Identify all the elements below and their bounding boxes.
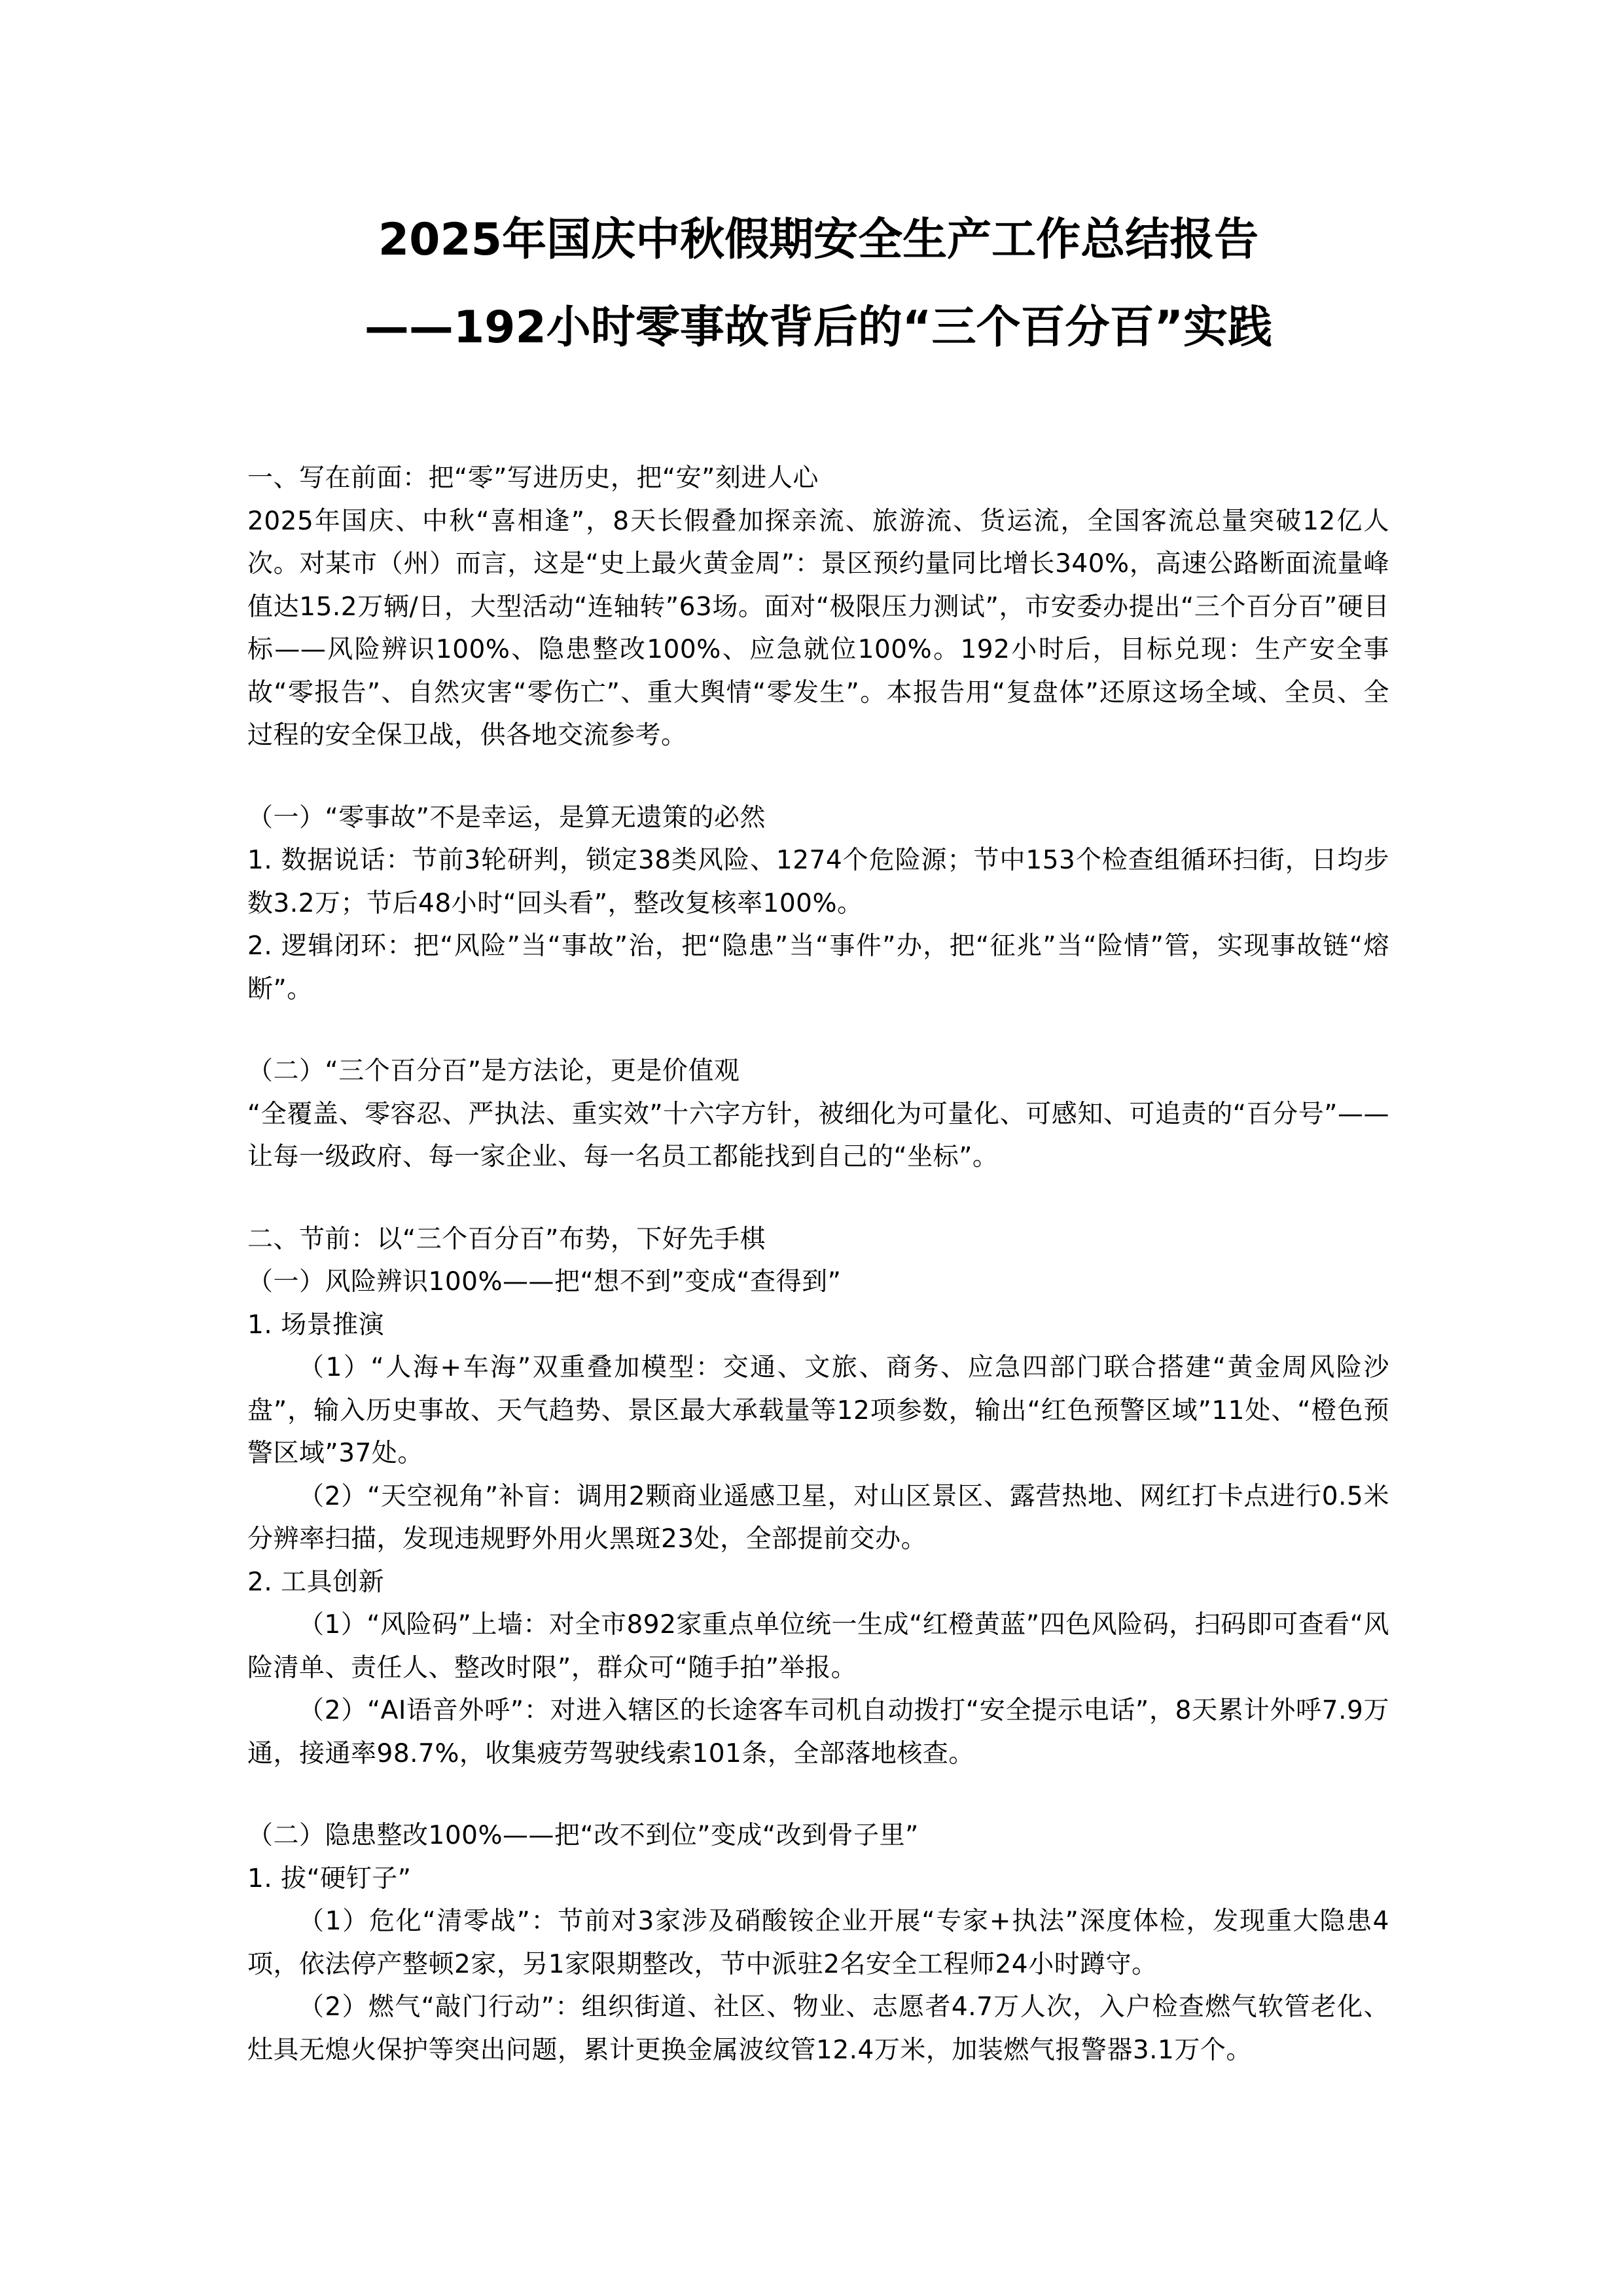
section-2-sub-1-heading: （一）风险辨识100%——把“想不到”变成“查得到” — [247, 1267, 842, 1297]
section-1-sub-2-paragraph: “全覆盖、零容忍、严执法、重实效”十六字方针，被细化为可量化、可感知、可追责的“百分号”——让每一级政府、每一家企业、每一名员工都能找到自己的“坐标”。 — [247, 1099, 1389, 1172]
section-2-sub-1-item-1-point-1: （1）“人海+车海”双重叠加模型：交通、文旅、商务、应急四部门联合搭建“黄金周风险沙盘”，输入历史事故、天气趋势、景区最大承载量等12项参数，输出“红色预警区域”11处、“橙色预警区域”37处。 — [247, 1353, 1389, 1468]
section-2-sub-1-item-2-point-2: （2）“AI语音外呼”：对进入辖区的长途客车司机自动拨打“安全提示电话”，8天累计外呼7.9万通，接通率98.7%，收集疲劳驾驶线索101条，全部落地核查。 — [247, 1696, 1389, 1768]
document-page — [247, 0, 1389, 2072]
section-1-sub-1-heading: （一）“零事故”不是幸运，是算无遗策的必然 — [247, 802, 766, 833]
section-2-sub-2-item-1: 1. 拔“硬钉子” — [247, 1863, 412, 1893]
section-2-sub-2-item-1-point-2: （2）燃气“敲门行动”：组织街道、社区、物业、志愿者4.7万人次，入户检查燃气软管老化、灶具无熄火保护等突出问题，累计更换金属波纹管12.4万米，加装燃气报警器3.1万个。 — [247, 1992, 1389, 2065]
spacer — [247, 1775, 1389, 1814]
spacer — [247, 1179, 1389, 1218]
section-2-sub-2-heading: （二）隐患整改100%——把“改不到位”变成“改到骨子里” — [247, 1821, 919, 1850]
section-1-sub-2-heading: （二）“三个百分百”是方法论，更是价值观 — [247, 1056, 740, 1086]
section-2-sub-1-item-2-point-1: （1）“风险码”上墙：对全市892家重点单位统一生成“红橙黄蓝”四色风险码，扫码即可查看“风险清单、责任人、整改时限”，群众可“随手拍”举报。 — [247, 1610, 1389, 1683]
section-1-heading: 一、写在前面：把“零”写进历史，把“安”刻进人心 — [247, 463, 819, 493]
section-2-heading: 二、节前：以“三个百分百”布势，下好先手棋 — [247, 1224, 766, 1254]
section-1-intro: 2025年国庆、中秋“喜相逢”，8天长假叠加探亲流、旅游流、货运流，全国客流总量突破12亿人次。对某市（州）而言，这是“史上最火黄金周”：景区预约量同比增长340%，高速公路断面流量峰值达15.2万辆/日，大型活动“连轴转”63场。面对“极限压力测试”，市安委办提出“三个百分百”硬目标——风险辨识100%、隐患整改100%、应急就位100%。192小时后，目标兑现：生产安全事故“零报告”、自然灾害“零伤亡”、重大舆情“零发生”。本报告用“复盘体”还原这场全域、全员、全过程的安全保卫战，供各地交流参考。 — [247, 506, 1389, 750]
document-title: 2025年国庆中秋假期安全生产工作总结报告 — [378, 214, 1259, 266]
section-2-sub-1-item-1-point-2: （2）“天空视角”补盲：调用2颗商业遥感卫星，对山区景区、露营热地、网红打卡点进行0.5米分辨率扫描，发现违规野外用火黑斑23处，全部提前交办。 — [247, 1481, 1389, 1554]
document-body — [247, 457, 1389, 2072]
section-2-sub-1-item-1: 1. 场景推演 — [247, 1310, 385, 1340]
document-subtitle: ——192小时零事故背后的“三个百分百”实践 — [364, 302, 1273, 353]
section-1-sub-1-point-1: 1. 数据说话：节前3轮研判，锁定38类风险、1274个危险源；节中153个检查组循环扫街，日均步数3.2万；节后48小时“回头看”，整改复核率100%。 — [247, 846, 1389, 918]
section-2-sub-2-item-1-point-1: （1）危化“清零战”：节前对3家涉及硝酸铵企业开展“专家+执法”深度体检，发现重大隐患4项，依法停产整顿2家，另1家限期整改，节中派驻2名安全工程师24小时蹲守。 — [247, 1907, 1389, 1979]
section-1-sub-1-point-2: 2. 逻辑闭环：把“风险”当“事故”治，把“隐患”当“事件”办，把“征兆”当“险情”管，实现事故链“熔断”。 — [247, 931, 1389, 1004]
spacer — [247, 1011, 1389, 1050]
section-2-sub-1-item-2: 2. 工具创新 — [247, 1567, 385, 1597]
spacer — [247, 757, 1389, 797]
